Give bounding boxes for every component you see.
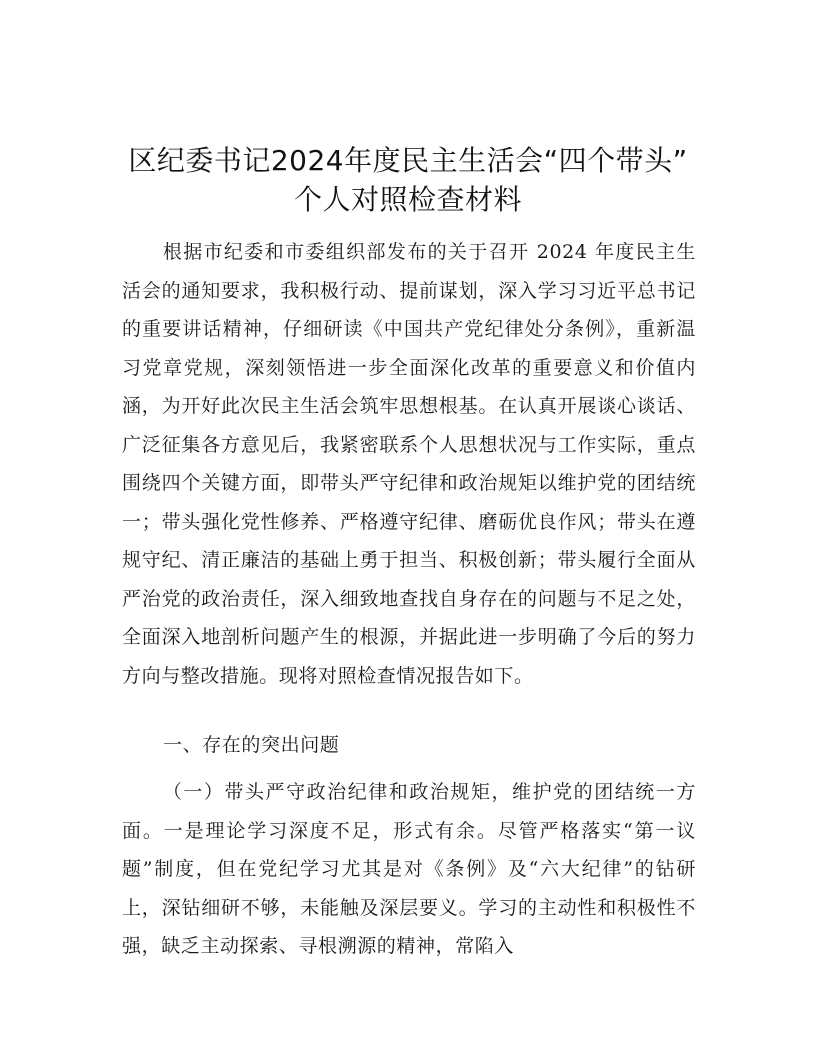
- intro-paragraph: 根据市纪委和市委组织部发布的关于召开 2024 年度民主生活会的通知要求，我积极行动、提前谋划，深入学习习近平总书记的重要讲话精神，仔细研读《中国共产党纪律处分条例》，重新温习党章党规，深刻领悟进一步全面深化改革的重要意义和价值内涵，为开好此次民主生活会筑牢思想根基。在认真开展谈心谈话、广泛征集各方意见后，我紧密联系个人思想状况与工作实际，重点围绕四个关键方面，即带头严守纪律和政治规矩以维护党的团结统一；带头强化党性修养、严格遵守纪律、磨砺优良作风；带头在遵规守纪、清正廉洁的基础上勇于担当、积极创新；带头履行全面从严治党的政治责任，深入细致地查找自身存在的问题与不足之处，全面深入地剖析问题产生的根源，并据此进一步明确了今后的努力方向与整改措施。现将对照检查情况报告如下。: [122, 241, 696, 687]
- document-title-line-1: 区纪委书记2024年度民主生活会“四个带头”: [128, 144, 688, 177]
- document-title-line-2: 个人对照检查材料: [293, 183, 522, 216]
- subsection-paragraph: （一）带头严守政治纪律和政治规矩，维护党的团结统一方面。一是理论学习深度不足，形式有余。尽管严格落实“第一议题”制度，但在党纪学习尤其是对《条例》及“六大纪律”的钻研上，深钻细研不够，未能触及深层要义。学习的主动性和积极性不强，缺乏主动探索、寻根溯源的精神，常陷入: [122, 781, 696, 957]
- section-heading: 一、存在的突出问题: [163, 734, 340, 756]
